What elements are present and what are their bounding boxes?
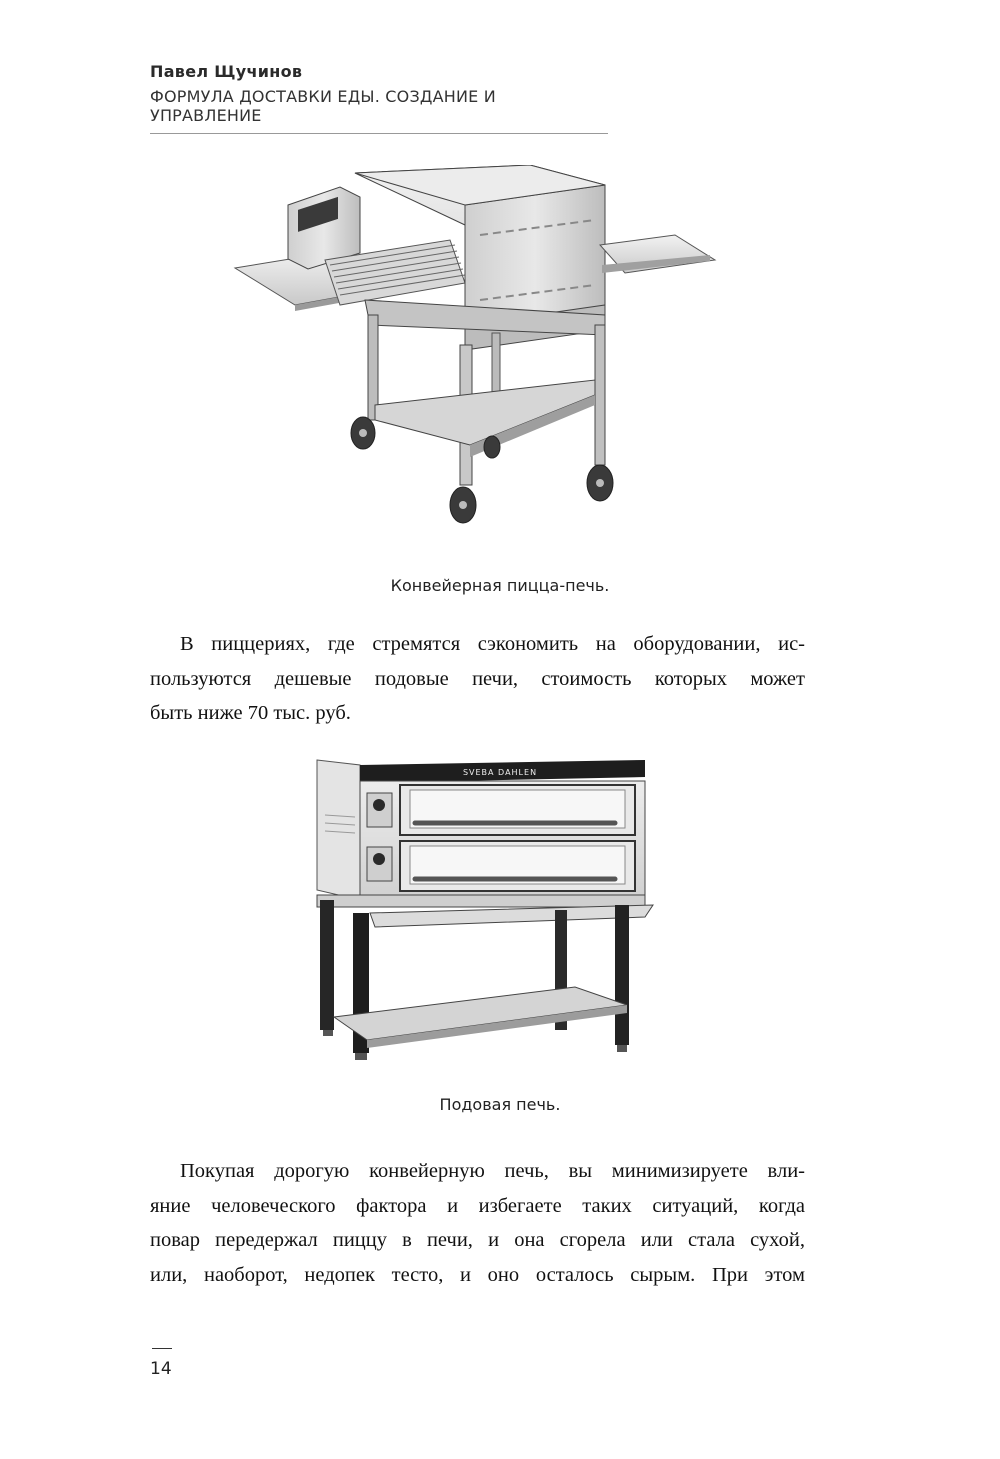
figure1-caption: Конвейерная пицца-печь. [390, 576, 610, 595]
running-header [150, 62, 608, 134]
paragraph-2-line: повар передержал пиццу в печи, и она сгорела или стала сухой, [150, 1229, 805, 1251]
page-number: 14 [150, 1359, 172, 1379]
paragraph-1-line: В пиццериях, где стремятся сэкономить на оборудовании, ис- [180, 633, 805, 655]
oven-brand: SVEBA DAHLEN [462, 768, 538, 777]
deck-oven-image [315, 755, 655, 1067]
paragraph-1 [150, 627, 805, 731]
paragraph-2-line: Покупая дорогую конвейерную печь, вы минимизируете вли- [180, 1160, 805, 1182]
paragraph-1-line: пользуются дешевые подовые печи, стоимость которых может [150, 667, 805, 690]
figure2-caption: Подовая печь. [439, 1095, 561, 1114]
conveyor-oven-image [230, 165, 720, 540]
paragraph-2-line: яние человеческого фактора и избегаете таких ситуаций, когда [150, 1194, 805, 1217]
book-title: ФОРМУЛА ДОСТАВКИ ЕДЫ. СОЗДАНИЕ И УПРАВЛЕНИЕ [150, 87, 496, 125]
folio-rule [152, 1348, 172, 1349]
paragraph-2-line: или, наоборот, недопек тесто, и оно осталось сырым. При этом [150, 1263, 805, 1286]
author-name: Павел Щучинов [150, 62, 303, 81]
paragraph-1-line: быть ниже 70 тыс. руб. [150, 702, 351, 724]
paragraph-2 [150, 1154, 805, 1292]
header-rule [150, 133, 608, 134]
